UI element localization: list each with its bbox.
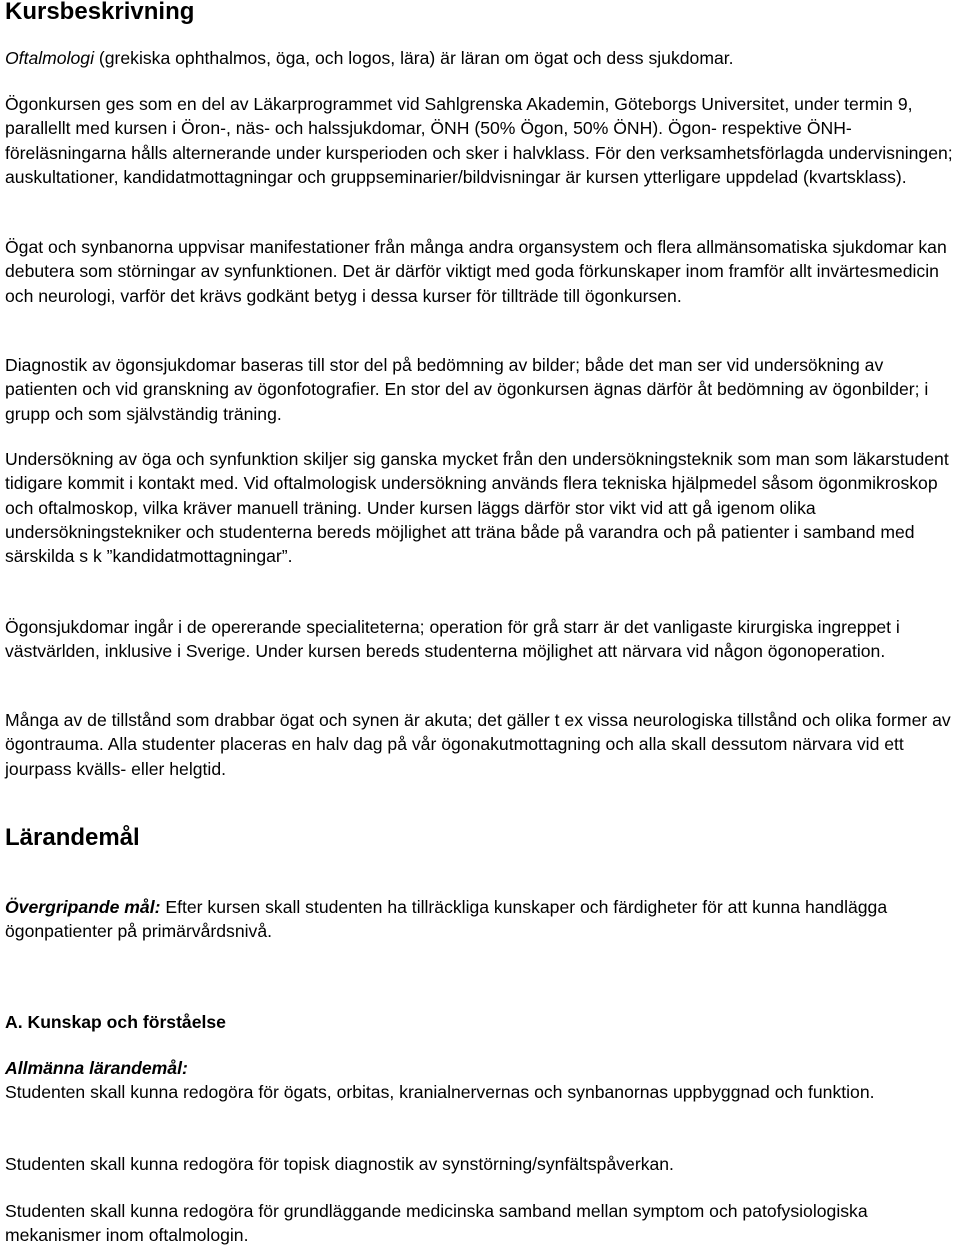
heading-larandemal: Lärandemål	[5, 824, 140, 851]
label-overgripande-mal: Övergripande mål:	[5, 897, 161, 917]
label-allmanna-larandemal: Allmänna lärandemål:	[5, 1058, 188, 1078]
goal-anatomi: Studenten skall kunna redogöra för ögats, orbitas, kranialnervernas och synbanornas uppbyggnad och funktion.	[5, 1082, 875, 1102]
paragraph-diagnostik: Diagnostik av ögonsjukdomar baseras till stor del på bedömning av bilder; både det man ser vid undersökning av patienten och vid granskning av ögonfotografier. En stor del av ögonkursen ägnas därför åt bedömning av ögonbilder; i grupp och som självständig träning.	[5, 355, 929, 424]
paragraph-undersokning: Undersökning av öga och synfunktion skiljer sig ganska mycket från den undersökningsteknik som man som läkarstudent tidigare kommit i kontakt med. Vid oftalmologisk undersökning används flera tekniska hjälpmedel såsom ögonmikroskop och oftalmoskop, vilka kräver manuell träning. Under kursen läggs därför stor vikt vid att gå igenom olika undersökningstekniker och studenterna bereds möjlighet att träna både på varandra och på patienter i samband med särskilda s k ”kandidatmottagningar”.	[5, 449, 949, 567]
goal-topisk-diagnostik: Studenten skall kunna redogöra för topisk diagnostik av synstörning/synfältspåverkan.	[5, 1154, 674, 1174]
goal-patofysiologi: Studenten skall kunna redogöra för grundläggande medicinska samband mellan symptom och patofysiologiska mekanismer inom oftalmologin.	[5, 1201, 868, 1246]
section-a-heading: A. Kunskap och förståelse	[5, 1012, 226, 1032]
paragraph-operationer: Ögonsjukdomar ingår i de opererande specialiteterna; operation för grå starr är det vanligaste kirurgiska ingreppet i västvärlden, inklusive i Sverige. Under kursen bereds studenterna möjlighet att närvara vid någon ögonoperation.	[5, 617, 900, 662]
text-overgripande-mal: Efter kursen skall studenten ha tillräckliga kunskaper och färdigheter för att kunna handlägga ögonpatienter på primärvårdsnivå.	[5, 897, 888, 942]
paragraph-kursupplagg: Ögonkursen ges som en del av Läkarprogrammet vid Sahlgrenska Akademin, Göteborgs Universitet, under termin 9, parallellt med kursen i Öron-, näs- och halssjukdomar, ÖNH (50% Ögon, 50% ÖNH). Ögon- respektive ÖNH-föreläsningarna hålls alternerande under kursperioden och sker i halvklass. För den verksamhetsförlagda undervisningen; auskultationer, kandidatmottagningar och gruppseminarier/bildvisningar är kursen ytterligare uppdelad (kvartsklass).	[5, 94, 953, 187]
paragraph-akuta-tillstand: Många av de tillstånd som drabbar ögat och synen är akuta; det gäller t ex vissa neurologiska tillstånd och olika former av ögontrauma. Alla studenter placeras en halv dag på vår ögonakutmottagning och alla skall dessutom närvara vid ett jourpass kvälls- eller helgtid.	[5, 710, 951, 779]
paragraph-oftalmologi	[5, 46, 955, 70]
term-oftalmologi: Oftalmologi	[5, 48, 94, 68]
paragraph-forkunskaper: Ögat och synbanorna uppvisar manifestationer från många andra organsystem och flera allmänsomatiska sjukdomar kan debutera som störningar av synfunktionen. Det är därför viktigt med goda förkunskaper inom framför allt invärtesmedicin och neurologi, varför det krävs godkänt betyg i dessa kurser för tillträde till ögonkursen.	[5, 237, 947, 306]
paragraph-overgripande-mal	[5, 895, 955, 944]
heading-kursbeskrivning: Kursbeskrivning	[5, 0, 195, 25]
definition-text: (grekiska ophthalmos, öga, och logos, lära) är läran om ögat och dess sjukdomar.	[93, 48, 734, 68]
